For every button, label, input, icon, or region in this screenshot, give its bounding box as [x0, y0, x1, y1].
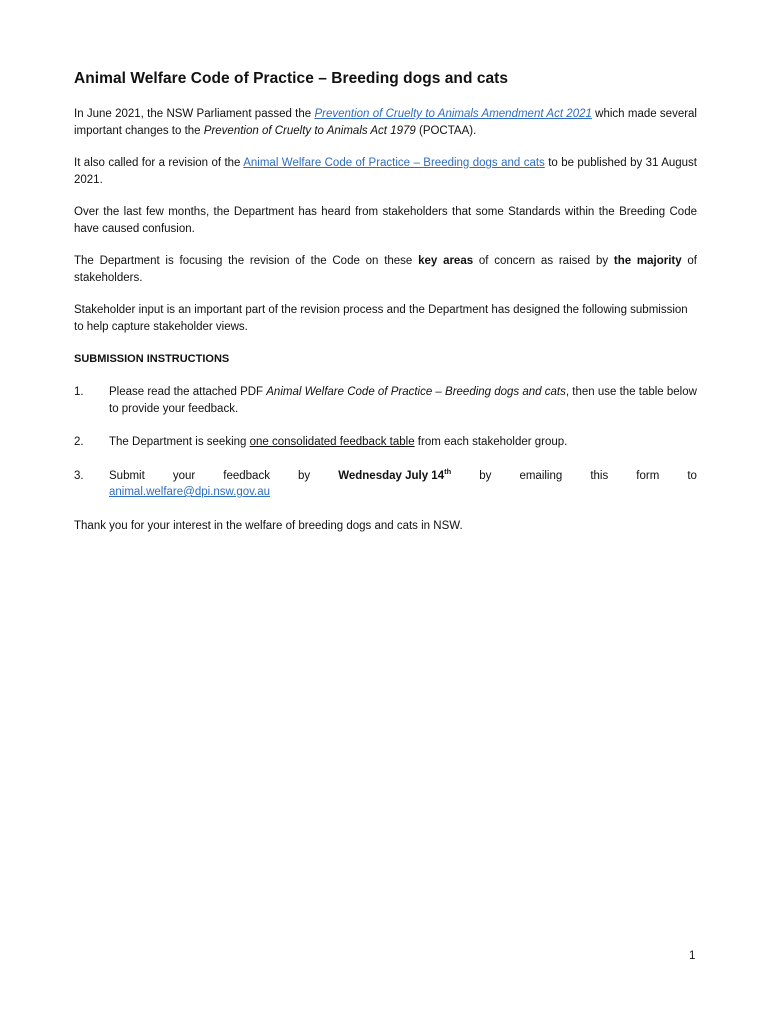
paragraph-code-revision [74, 155, 697, 188]
text: The Department is seeking [109, 436, 250, 448]
submission-instructions-heading: SUBMISSION INSTRUCTIONS [74, 353, 230, 365]
email-link[interactable]: animal.welfare@dpi.nsw.gov.au [109, 486, 271, 498]
paragraph-stakeholder-input: Stakeholder input is an important part of the revision process and the Department has designed the following submission to help capture stakeholder views. [74, 304, 688, 333]
text: Please read the attached PDF [109, 386, 267, 398]
paragraph-stakeholder-feedback: Over the last few months, the Department has heard from stakeholders that some Standards within the Breeding Code have caused confusion. [74, 206, 697, 235]
word: your [172, 469, 196, 482]
text: of stakeholders. [74, 255, 697, 284]
key-areas-bold: key areas [418, 255, 474, 267]
word: emailing [519, 469, 563, 482]
word: form [636, 469, 660, 482]
text: , then use the table below to provide your feedback. [109, 386, 697, 415]
instruction-item-3 [74, 468, 697, 501]
amendment-act-link[interactable]: Prevention of Cruelty to Animals Amendment Act 2021 [314, 108, 592, 120]
document-body [74, 70, 697, 550]
word: this [590, 469, 609, 482]
majority-bold: the majority [613, 255, 682, 267]
text: It also called for a revision of the [74, 157, 244, 169]
text: which made several important changes to the [74, 108, 697, 137]
email-line [109, 484, 697, 501]
word: feedback [223, 469, 270, 482]
act-title-italic: Prevention of Cruelty to Animals Act 1979 [203, 124, 416, 137]
deadline-bold: Wednesday July 14 [338, 469, 445, 482]
item-number: 3. [74, 469, 84, 482]
code-of-practice-link[interactable]: Animal Welfare Code of Practice – Breeding dogs and cats [243, 157, 545, 169]
deadline-date [338, 468, 451, 485]
text: from each stakeholder group. [414, 436, 568, 448]
text: of concern as raised by [473, 255, 614, 267]
word: Submit [109, 469, 145, 482]
closing-paragraph: Thank you for your interest in the welfare of breeding dogs and cats in NSW. [74, 519, 463, 532]
text: The Department is focusing the revision of the Code on these [74, 255, 419, 267]
word: to [687, 469, 697, 482]
instruction-item-2 [74, 434, 697, 451]
page-number: 1 [689, 950, 696, 962]
code-title-italic: Animal Welfare Code of Practice – Breeding dogs and cats [266, 386, 566, 398]
instruction-item-1 [74, 384, 697, 417]
paragraph-amendment-act [74, 106, 697, 139]
item-number: 1. [74, 386, 84, 398]
paragraph-key-areas [74, 253, 697, 286]
text: to be published by 31 August 2021. [74, 157, 697, 186]
word: by [479, 469, 492, 482]
text: (POCTAA). [415, 124, 477, 137]
item-number: 2. [74, 436, 84, 448]
date-suffix: th [444, 466, 452, 476]
text: In June 2021, the NSW Parliament passed the [74, 108, 315, 120]
submit-line [109, 468, 697, 485]
consolidated-table-underline: one consolidated feedback table [249, 436, 415, 448]
word: by [298, 469, 311, 482]
document-title: Animal Welfare Code of Practice – Breeding dogs and cats [74, 70, 509, 87]
